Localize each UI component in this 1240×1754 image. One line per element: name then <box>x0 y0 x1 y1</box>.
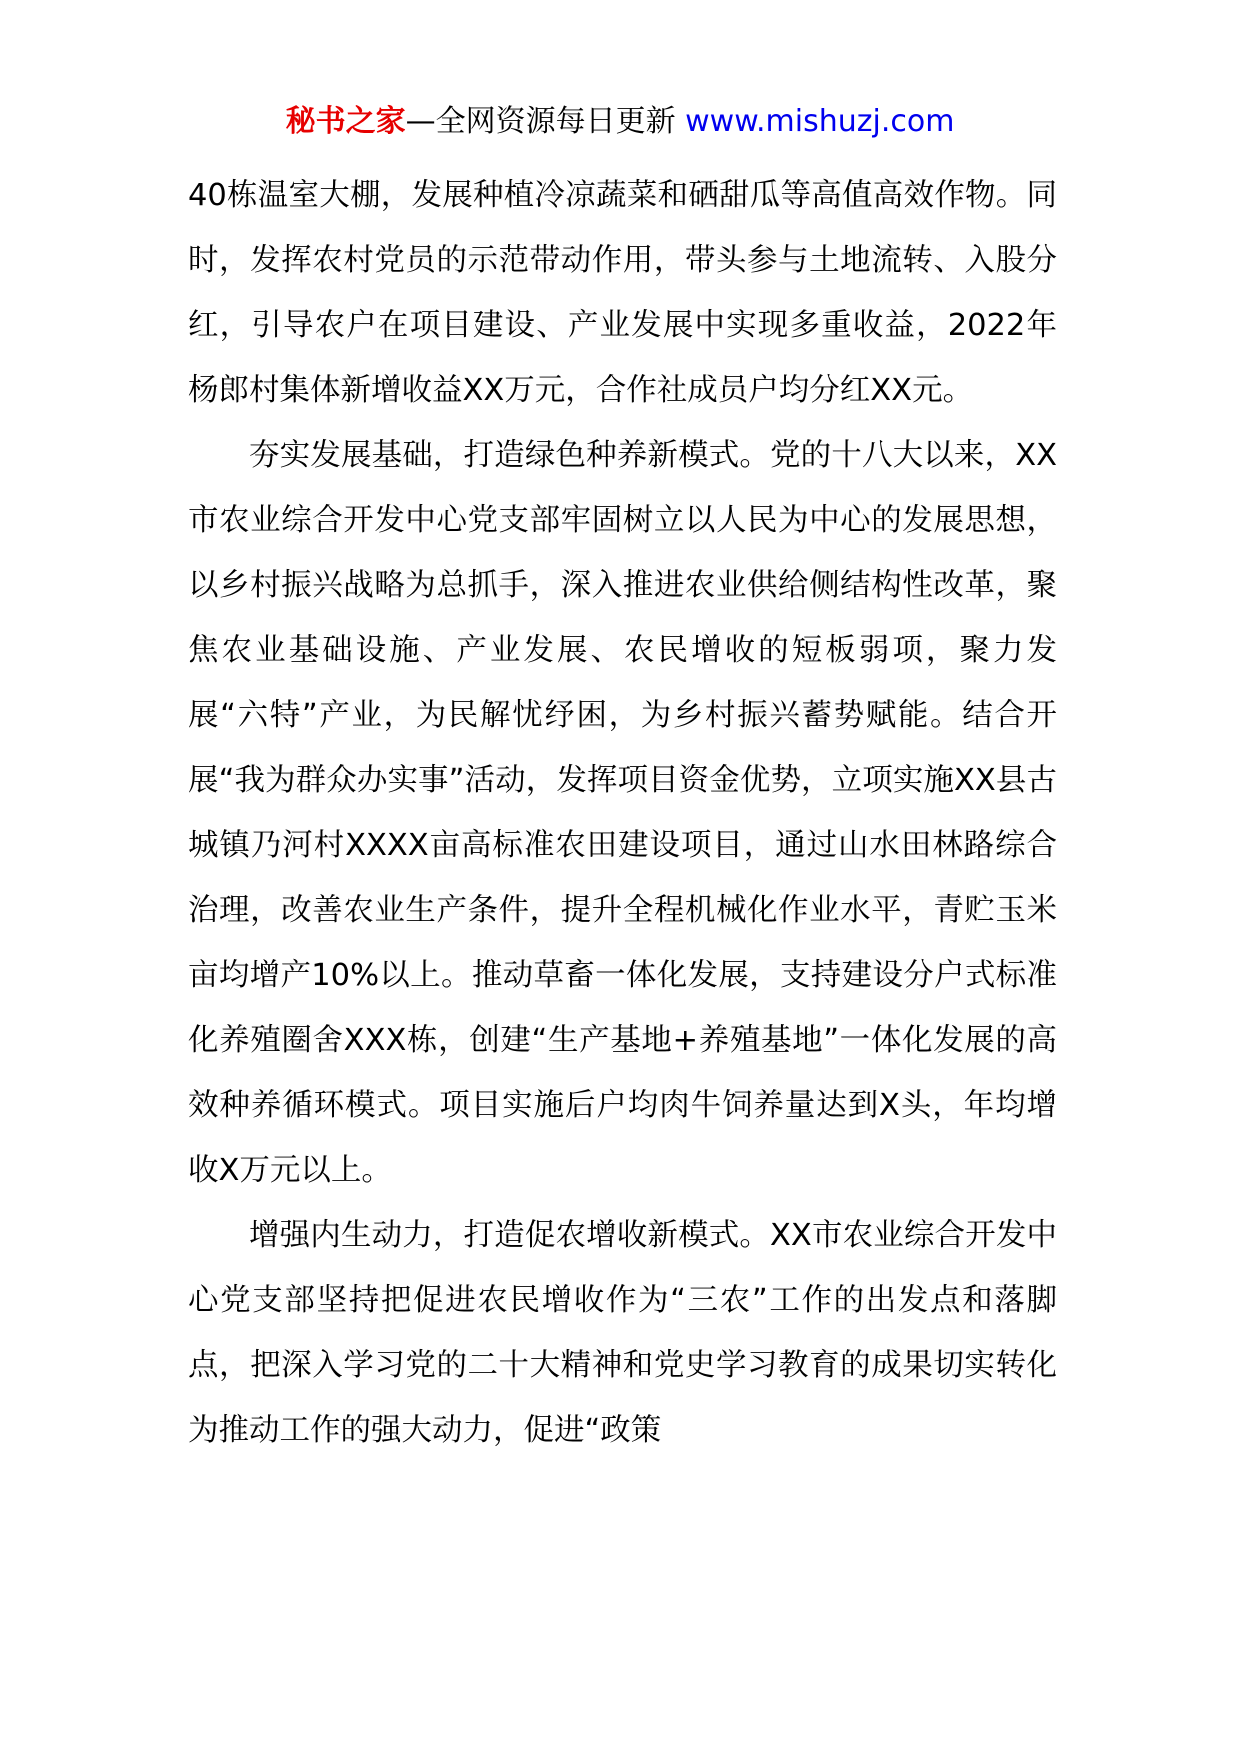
paragraph-continuation: 40栋温室大棚，发展种植冷凉蔬菜和硒甜瓜等高值高效作物。同时，发挥农村党员的示范带动作用，带头参与土地流转、入股分红，引导农户在项目建设、产业发展中实现多重收益，2022年杨郎村集体新增收益XX万元，合作社成员户均分红XX元。 <box>188 178 1057 408</box>
document-body <box>188 163 1057 1463</box>
paragraph-green-farming: 夯实发展基础，打造绿色种养新模式。党的十八大以来，XX市农业综合开发中心党支部牢固树立以人民为中心的发展思想，以乡村振兴战略为总抓手，深入推进农业供给侧结构性改革，聚焦农业基础设施、产业发展、农民增收的短板弱项，聚力发展“六特”产业，为民解忧纾困，为乡村振兴蓄势赋能。结合开展“我为群众办实事”活动，发挥项目资金优势，立项实施XX县古城镇乃河村XXXX亩高标准农田建设项目，通过山水田林路综合治理，改善农业生产条件，提升全程机械化作业水平，青贮玉米亩均增产10%以上。推动草畜一体化发展，支持建设分户式标准化养殖圈舍XXX栋，创建“生产基地+养殖基地”一体化发展的高效种养循环模式。项目实施后户均肉牛饲养量达到X头，年均增收X万元以上。 <box>188 438 1057 1188</box>
header-tagline: —全网资源每日更新 <box>405 104 686 139</box>
website-link[interactable]: www.mishuzj.com <box>685 104 955 139</box>
site-header <box>0 100 1240 144</box>
brand-name: 秘书之家 <box>285 104 406 139</box>
paragraph-income-growth: 增强内生动力，打造促农增收新模式。XX市农业综合开发中心党支部坚持把促进农民增收作为“三农”工作的出发点和落脚点，把深入学习党的二十大精神和党史学习教育的成果切实转化为推动工作的强大动力，促进“政策 <box>188 1218 1057 1448</box>
